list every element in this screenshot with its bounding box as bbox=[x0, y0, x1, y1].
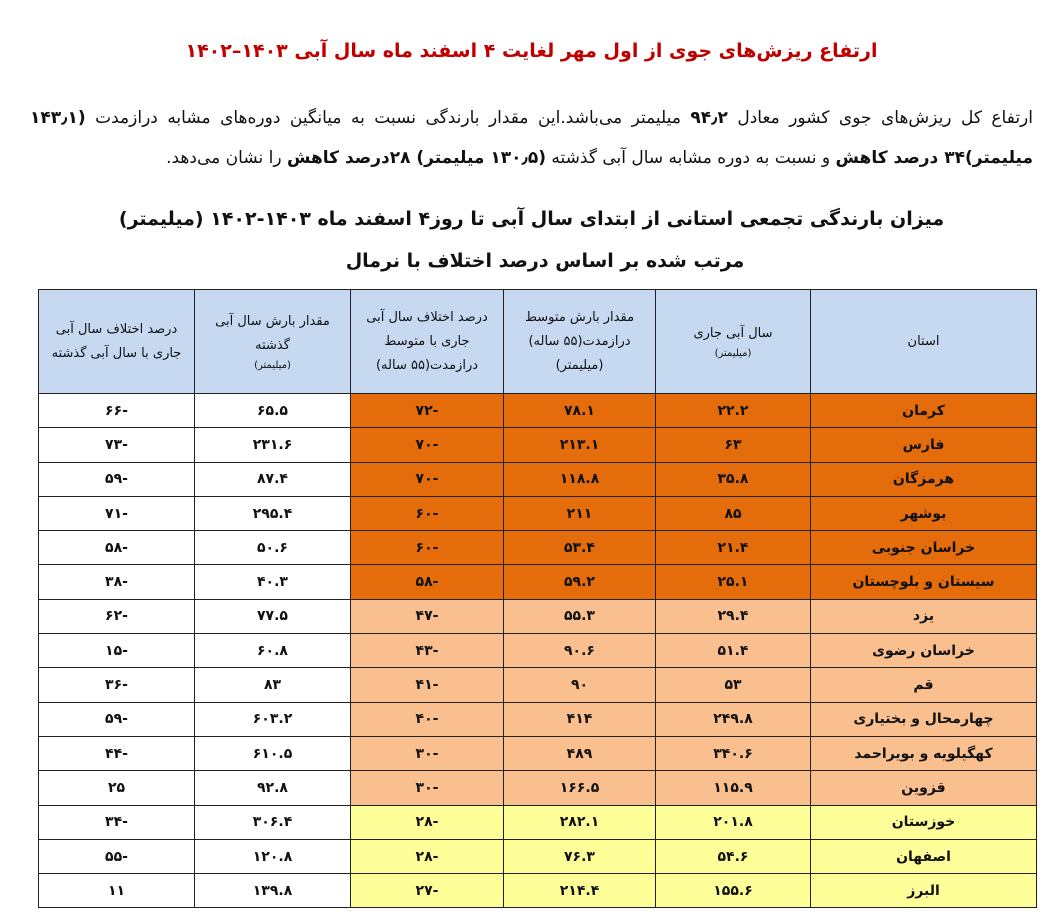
cell-last-year: ۶۰.۸ bbox=[195, 634, 351, 668]
rainfall-table bbox=[38, 289, 1037, 908]
table-row bbox=[39, 394, 1037, 428]
cell-province: قم bbox=[811, 668, 1037, 702]
cell-average: ۵۹.۲ bbox=[504, 565, 656, 599]
cell-diff-average: -۲۸ bbox=[351, 839, 504, 873]
summary-paragraph bbox=[30, 98, 1033, 178]
cell-average: ۵۳.۴ bbox=[504, 531, 656, 565]
cell-current: ۲۵.۱ bbox=[656, 565, 811, 599]
cell-diff-last-year: ۱۱ bbox=[39, 874, 195, 908]
cell-last-year: ۱۲۰.۸ bbox=[195, 839, 351, 873]
cell-current: ۲۱.۴ bbox=[656, 531, 811, 565]
table-row bbox=[39, 531, 1037, 565]
cell-last-year: ۶۱۰.۵ bbox=[195, 736, 351, 770]
cell-province: فارس bbox=[811, 428, 1037, 462]
cell-diff-average: -۳۰ bbox=[351, 771, 504, 805]
cell-current: ۳۵.۸ bbox=[656, 462, 811, 496]
cell-last-year: ۶۵.۵ bbox=[195, 394, 351, 428]
cell-diff-average: -۷۰ bbox=[351, 462, 504, 496]
cell-diff-last-year: -۳۸ bbox=[39, 565, 195, 599]
cell-average: ۱۱۸.۸ bbox=[504, 462, 656, 496]
cell-current: ۵۴.۶ bbox=[656, 839, 811, 873]
cell-diff-average: -۶۰ bbox=[351, 531, 504, 565]
cell-current: ۳۴۰.۶ bbox=[656, 736, 811, 770]
summary-text-4: را نشان می‌دهد. bbox=[166, 148, 287, 168]
table-title: میزان بارندگی تجمعی استانی از ابتدای سال آبی تا روز۴ اسفند ماه ۱۴۰۳-۱۴۰۲ (میلیمتر) bbox=[118, 208, 945, 230]
header-current: سال آبی جاری (میلیمتر) bbox=[656, 290, 811, 394]
cell-last-year: ۹۲.۸ bbox=[195, 771, 351, 805]
table-row bbox=[39, 805, 1037, 839]
summary-bold-1: ۹۴٫۲ bbox=[690, 108, 728, 128]
cell-province: هرمزگان bbox=[811, 462, 1037, 496]
cell-last-year: ۲۳۱.۶ bbox=[195, 428, 351, 462]
cell-diff-last-year: -۱۵ bbox=[39, 634, 195, 668]
table-row bbox=[39, 565, 1037, 599]
table-body bbox=[39, 394, 1037, 908]
cell-current: ۲۹.۴ bbox=[656, 599, 811, 633]
cell-average: ۴۱۴ bbox=[504, 702, 656, 736]
cell-average: ۵۵.۳ bbox=[504, 599, 656, 633]
cell-average: ۹۰.۶ bbox=[504, 634, 656, 668]
table-row bbox=[39, 462, 1037, 496]
table-header-row bbox=[39, 290, 1037, 394]
table-row bbox=[39, 771, 1037, 805]
cell-last-year: ۸۷.۴ bbox=[195, 462, 351, 496]
cell-average: ۷۸.۱ bbox=[504, 394, 656, 428]
header-diff-average: درصد اختلاف سال آبی جاری با متوسط درازمدت(۵۵ ساله) bbox=[351, 290, 504, 394]
cell-province: بوشهر bbox=[811, 496, 1037, 530]
table-row bbox=[39, 702, 1037, 736]
cell-average: ۲۱۱ bbox=[504, 496, 656, 530]
cell-last-year: ۱۳۹.۸ bbox=[195, 874, 351, 908]
cell-current: ۵۳ bbox=[656, 668, 811, 702]
table-row bbox=[39, 874, 1037, 908]
table-row bbox=[39, 634, 1037, 668]
table-row bbox=[39, 668, 1037, 702]
cell-diff-average: -۴۱ bbox=[351, 668, 504, 702]
summary-text-3: و نسبت به دوره مشابه سال آبی گذشته bbox=[546, 148, 836, 168]
cell-last-year: ۲۹۵.۴ bbox=[195, 496, 351, 530]
cell-province: خراسان رضوی bbox=[811, 634, 1037, 668]
report-title: ارتفاع ریزش‌های جوی از اول مهر لغایت ۴ اسفند ماه سال آبی ۱۴۰۳–۱۴۰۲ bbox=[185, 40, 878, 62]
cell-last-year: ۴۰.۳ bbox=[195, 565, 351, 599]
cell-diff-last-year: -۶۶ bbox=[39, 394, 195, 428]
cell-average: ۷۶.۳ bbox=[504, 839, 656, 873]
cell-diff-average: -۵۸ bbox=[351, 565, 504, 599]
cell-diff-average: -۲۷ bbox=[351, 874, 504, 908]
table-row bbox=[39, 599, 1037, 633]
cell-diff-average: -۶۰ bbox=[351, 496, 504, 530]
cell-current: ۱۵۵.۶ bbox=[656, 874, 811, 908]
table-row bbox=[39, 428, 1037, 462]
summary-bold-2: (۱۴۳٫۱ میلیمتر)۳۴ درصد کاهش bbox=[30, 108, 1033, 168]
cell-diff-average: -۷۰ bbox=[351, 428, 504, 462]
cell-diff-last-year: -۴۴ bbox=[39, 736, 195, 770]
cell-diff-average: -۳۰ bbox=[351, 736, 504, 770]
cell-last-year: ۷۷.۵ bbox=[195, 599, 351, 633]
cell-diff-last-year: -۵۵ bbox=[39, 839, 195, 873]
summary-bold-3: (۱۳۰٫۵ میلیمتر) ۲۸درصد کاهش bbox=[286, 148, 546, 168]
cell-current: ۶۳ bbox=[656, 428, 811, 462]
cell-current: ۲۲.۲ bbox=[656, 394, 811, 428]
cell-diff-last-year: -۷۱ bbox=[39, 496, 195, 530]
cell-current: ۸۵ bbox=[656, 496, 811, 530]
table-row bbox=[39, 736, 1037, 770]
cell-average: ۲۱۴.۴ bbox=[504, 874, 656, 908]
cell-province: خوزستان bbox=[811, 805, 1037, 839]
cell-last-year: ۵۰.۶ bbox=[195, 531, 351, 565]
header-current-unit: (میلیمتر) bbox=[714, 347, 752, 359]
cell-province: قزوین bbox=[811, 771, 1037, 805]
cell-province: کرمان bbox=[811, 394, 1037, 428]
cell-current: ۵۱.۴ bbox=[656, 634, 811, 668]
cell-diff-average: -۴۰ bbox=[351, 702, 504, 736]
cell-diff-last-year: ۲۵ bbox=[39, 771, 195, 805]
cell-diff-last-year: -۳۴ bbox=[39, 805, 195, 839]
cell-diff-average: -۷۲ bbox=[351, 394, 504, 428]
cell-last-year: ۶۰۳.۲ bbox=[195, 702, 351, 736]
header-province: استان bbox=[811, 290, 1037, 394]
cell-average: ۲۸۲.۱ bbox=[504, 805, 656, 839]
table-subtitle: مرتب شده بر اساس درصد اختلاف با نرمال bbox=[345, 250, 745, 272]
cell-diff-last-year: -۳۶ bbox=[39, 668, 195, 702]
cell-diff-average: -۴۳ bbox=[351, 634, 504, 668]
cell-province: خراسان جنوبی bbox=[811, 531, 1037, 565]
cell-province: البرز bbox=[811, 874, 1037, 908]
summary-text-2: میلیمتر می‌باشد.این مقدار بارندگی نسبت به میانگین دوره‌های مشابه درازمدت bbox=[85, 108, 691, 128]
cell-average: ۹۰ bbox=[504, 668, 656, 702]
cell-diff-average: -۲۸ bbox=[351, 805, 504, 839]
summary-text-1: ارتفاع کل ریزش‌های جوی کشور معادل bbox=[727, 108, 1033, 128]
cell-diff-last-year: -۵۹ bbox=[39, 462, 195, 496]
cell-average: ۱۶۶.۵ bbox=[504, 771, 656, 805]
cell-diff-average: -۴۷ bbox=[351, 599, 504, 633]
cell-average: ۲۱۳.۱ bbox=[504, 428, 656, 462]
cell-province: چهارمحال و بختیاری bbox=[811, 702, 1037, 736]
cell-diff-last-year: -۶۲ bbox=[39, 599, 195, 633]
cell-last-year: ۳۰۶.۴ bbox=[195, 805, 351, 839]
cell-average: ۴۸۹ bbox=[504, 736, 656, 770]
cell-province: سیستان و بلوچستان bbox=[811, 565, 1037, 599]
cell-current: ۲۴۹.۸ bbox=[656, 702, 811, 736]
cell-current: ۲۰۱.۸ bbox=[656, 805, 811, 839]
header-last-year: مقدار بارش سال آبی گذشته (میلیمتر) bbox=[195, 290, 351, 394]
header-average: مقدار بارش متوسط درازمدت(۵۵ ساله) (میلیمتر) bbox=[504, 290, 656, 394]
cell-province: کهگیلویه و بویراحمد bbox=[811, 736, 1037, 770]
cell-diff-last-year: -۵۹ bbox=[39, 702, 195, 736]
header-diff-last-year: درصد اختلاف سال آبی جاری با سال آبی گذشته bbox=[39, 290, 195, 394]
cell-current: ۱۱۵.۹ bbox=[656, 771, 811, 805]
cell-diff-last-year: -۷۳ bbox=[39, 428, 195, 462]
cell-diff-last-year: -۵۸ bbox=[39, 531, 195, 565]
cell-province: اصفهان bbox=[811, 839, 1037, 873]
table-row bbox=[39, 496, 1037, 530]
cell-last-year: ۸۳ bbox=[195, 668, 351, 702]
table-row bbox=[39, 839, 1037, 873]
cell-province: یزد bbox=[811, 599, 1037, 633]
